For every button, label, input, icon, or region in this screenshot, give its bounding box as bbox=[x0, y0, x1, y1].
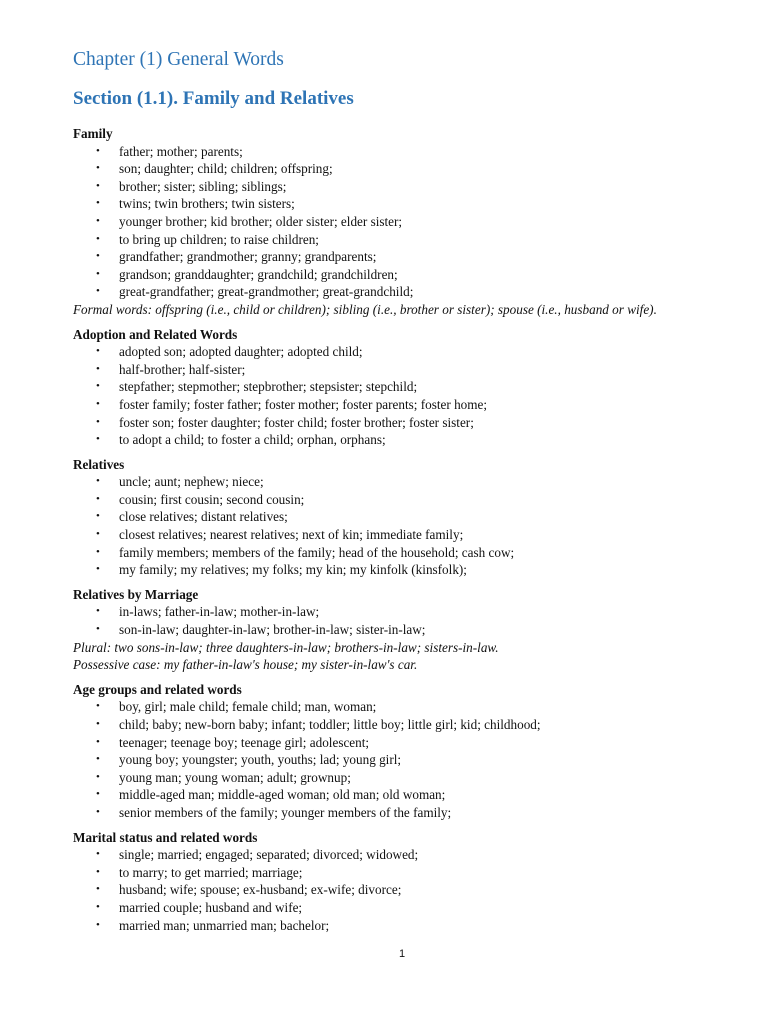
list-item bbox=[73, 248, 733, 266]
bullet-icon: • bbox=[96, 232, 100, 245]
list-item bbox=[73, 160, 733, 178]
list-item-text: single; married; engaged; separated; divorced; widowed; bbox=[119, 847, 419, 863]
list-item-text: my family; my relatives; my folks; my kin; my kinfolk (kinsfolk); bbox=[119, 562, 467, 578]
list-item bbox=[73, 231, 733, 249]
list-item bbox=[73, 178, 733, 196]
list-item bbox=[73, 473, 733, 491]
bullet-list bbox=[73, 846, 733, 934]
page-number: 1 bbox=[398, 948, 406, 960]
list-item bbox=[73, 378, 733, 396]
bullet-list bbox=[73, 143, 733, 301]
list-item-text: to marry; to get married; marriage; bbox=[119, 864, 303, 880]
bullet-icon: • bbox=[96, 700, 100, 713]
bullet-icon: • bbox=[96, 362, 100, 375]
list-item bbox=[73, 751, 733, 769]
list-item-text: stepfather; stepmother; stepbrother; stepsister; stepchild; bbox=[119, 379, 418, 395]
bullet-icon: • bbox=[96, 545, 100, 558]
section-heading: Family bbox=[73, 126, 113, 141]
list-item bbox=[73, 143, 733, 161]
list-item-text: husband; wife; spouse; ex-husband; ex-wife; divorce; bbox=[119, 882, 402, 898]
list-item-text: young boy; youngster; youth, youths; lad; young girl; bbox=[119, 752, 402, 768]
list-item bbox=[73, 804, 733, 822]
section-relatives bbox=[73, 456, 733, 579]
bullet-list bbox=[73, 603, 733, 638]
list-item-text: brother; sister; sibling; siblings; bbox=[119, 178, 287, 194]
bullet-icon: • bbox=[96, 380, 100, 393]
bullet-icon: • bbox=[96, 918, 100, 931]
list-item bbox=[73, 881, 733, 899]
bullet-icon: • bbox=[96, 267, 100, 280]
bullet-icon: • bbox=[96, 179, 100, 192]
bullet-icon: • bbox=[96, 433, 100, 446]
list-item-text: half-brother; half-sister; bbox=[119, 361, 246, 377]
list-item bbox=[73, 561, 733, 579]
list-item bbox=[73, 621, 733, 639]
bullet-icon: • bbox=[96, 883, 100, 896]
bullet-icon: • bbox=[96, 718, 100, 730]
list-item-text: younger brother; kid brother; older sister; elder sister; bbox=[119, 213, 403, 229]
section-heading: Adoption and Related Words bbox=[73, 326, 238, 342]
list-item bbox=[73, 195, 733, 213]
bullet-list bbox=[73, 473, 733, 579]
list-item-text: close relatives; distant relatives; bbox=[119, 509, 288, 525]
bullet-icon: • bbox=[96, 144, 100, 157]
list-item-text: adopted son; adopted daughter; adopted child; bbox=[119, 344, 363, 360]
bullet-icon: • bbox=[96, 345, 100, 358]
list-item-text: in-laws; father-in-law; mother-in-law; bbox=[119, 604, 320, 620]
list-item-text: middle-aged man; middle-aged woman; old man; old woman; bbox=[119, 787, 446, 803]
list-item bbox=[73, 698, 733, 716]
list-item bbox=[73, 508, 733, 526]
list-item-text: son; daughter; child; children; offspring; bbox=[119, 161, 333, 177]
list-item-text: married man; unmarried man; bachelor; bbox=[119, 917, 330, 933]
bullet-icon: • bbox=[96, 563, 100, 576]
bullet-icon: • bbox=[96, 475, 100, 488]
list-item-text: father; mother; parents; bbox=[119, 143, 243, 159]
list-item-text: teenager; teenage boy; teenage girl; adolescent; bbox=[119, 734, 370, 750]
bullet-icon: • bbox=[96, 162, 100, 175]
bullet-icon: • bbox=[96, 605, 100, 618]
list-item-text: child; baby; new-born baby; infant; toddler; little boy; little girl; kid; childhood; bbox=[119, 717, 541, 732]
list-item-text: son-in-law; daughter-in-law; brother-in-law; sister-in-law; bbox=[119, 622, 426, 638]
bullet-icon: • bbox=[96, 805, 100, 818]
list-item bbox=[73, 786, 733, 804]
bullet-icon: • bbox=[96, 528, 100, 541]
list-item-text: cousin; first cousin; second cousin; bbox=[119, 491, 305, 507]
list-item-text: grandson; granddaughter; grandchild; grandchildren; bbox=[119, 266, 398, 282]
document-body bbox=[73, 125, 733, 941]
list-item-text: married couple; husband and wife; bbox=[119, 899, 303, 915]
bullet-icon: • bbox=[96, 848, 100, 861]
bullet-icon: • bbox=[96, 415, 100, 428]
list-item bbox=[73, 526, 733, 544]
bullet-icon: • bbox=[96, 788, 100, 801]
list-item bbox=[73, 544, 733, 562]
bullet-icon: • bbox=[96, 770, 100, 783]
bullet-icon: • bbox=[96, 197, 100, 210]
list-item bbox=[73, 343, 733, 361]
list-item bbox=[73, 213, 733, 231]
list-item-text: foster son; foster daughter; foster child; foster brother; foster sister; bbox=[119, 414, 474, 430]
section-age-groups bbox=[73, 681, 733, 822]
bullet-icon: • bbox=[96, 900, 100, 913]
section-family bbox=[73, 125, 733, 319]
list-item bbox=[73, 734, 733, 752]
bullet-icon: • bbox=[96, 214, 100, 227]
list-item bbox=[73, 414, 733, 432]
list-item bbox=[73, 603, 733, 621]
list-item bbox=[73, 266, 733, 284]
bullet-icon: • bbox=[96, 753, 100, 766]
list-item bbox=[73, 864, 733, 882]
list-item-text: twins; twin brothers; twin sisters; bbox=[119, 196, 295, 212]
list-item bbox=[73, 899, 733, 917]
list-item-text: to adopt a child; to foster a child; orphan, orphans; bbox=[119, 432, 386, 448]
list-item bbox=[73, 846, 733, 864]
bullet-icon: • bbox=[96, 735, 100, 748]
list-item bbox=[73, 716, 733, 734]
bullet-icon: • bbox=[96, 492, 100, 505]
plural-note: Plural: two sons-in-law; three daughters-in-law; brothers-in-law; sisters-in-law. bbox=[73, 639, 499, 655]
section-heading: Relatives by Marriage bbox=[73, 586, 199, 602]
possessive-note: Possessive case: my father-in-law's house; my sister-in-law's car. bbox=[73, 657, 418, 673]
list-item-text: young man; young woman; adult; grownup; bbox=[119, 769, 351, 785]
bullet-list bbox=[73, 343, 733, 449]
bullet-list bbox=[73, 698, 733, 821]
list-item-text: great-grandfather; great-grandmother; great-grandchild; bbox=[119, 284, 414, 300]
list-item-text: family members; members of the family; head of the household; cash cow; bbox=[119, 544, 515, 560]
section-adoption bbox=[73, 326, 733, 449]
list-item-text: grandfather; grandmother; granny; grandparents; bbox=[119, 249, 377, 265]
section-heading: Marital status and related words bbox=[73, 829, 258, 845]
list-item-text: to bring up children; to raise children; bbox=[119, 231, 319, 247]
list-item bbox=[73, 769, 733, 787]
section-marital-status bbox=[73, 829, 733, 935]
section-heading: Age groups and related words bbox=[73, 681, 242, 697]
list-item-text: uncle; aunt; nephew; niece; bbox=[119, 474, 264, 490]
bullet-icon: • bbox=[96, 397, 100, 410]
bullet-icon: • bbox=[96, 623, 100, 636]
bullet-icon: • bbox=[96, 250, 100, 263]
bullet-icon: • bbox=[96, 865, 100, 878]
list-item bbox=[73, 283, 733, 301]
list-item bbox=[73, 431, 733, 449]
bullet-icon: • bbox=[96, 510, 100, 523]
list-item-text: senior members of the family; younger members of the family; bbox=[119, 804, 452, 820]
section-title: Section (1.1). Family and Relatives bbox=[73, 88, 354, 109]
list-item-text: foster family; foster father; foster mother; foster parents; foster home; bbox=[119, 396, 488, 412]
list-item-text: boy, girl; male child; female child; man, woman; bbox=[119, 699, 377, 715]
bullet-icon: • bbox=[96, 285, 100, 298]
list-item-text: closest relatives; nearest relatives; next of kin; immediate family; bbox=[119, 527, 464, 543]
list-item bbox=[73, 396, 733, 414]
section-heading: Relatives bbox=[73, 456, 125, 472]
chapter-title: Chapter (1) General Words bbox=[73, 49, 284, 70]
list-item bbox=[73, 917, 733, 935]
list-item bbox=[73, 361, 733, 379]
list-item bbox=[73, 491, 733, 509]
formal-words-note: Formal words: offspring (i.e., child or children); sibling (i.e., brother or sister); spouse (i.e., husband or wife). bbox=[73, 301, 657, 317]
section-relatives-by-marriage bbox=[73, 586, 733, 674]
